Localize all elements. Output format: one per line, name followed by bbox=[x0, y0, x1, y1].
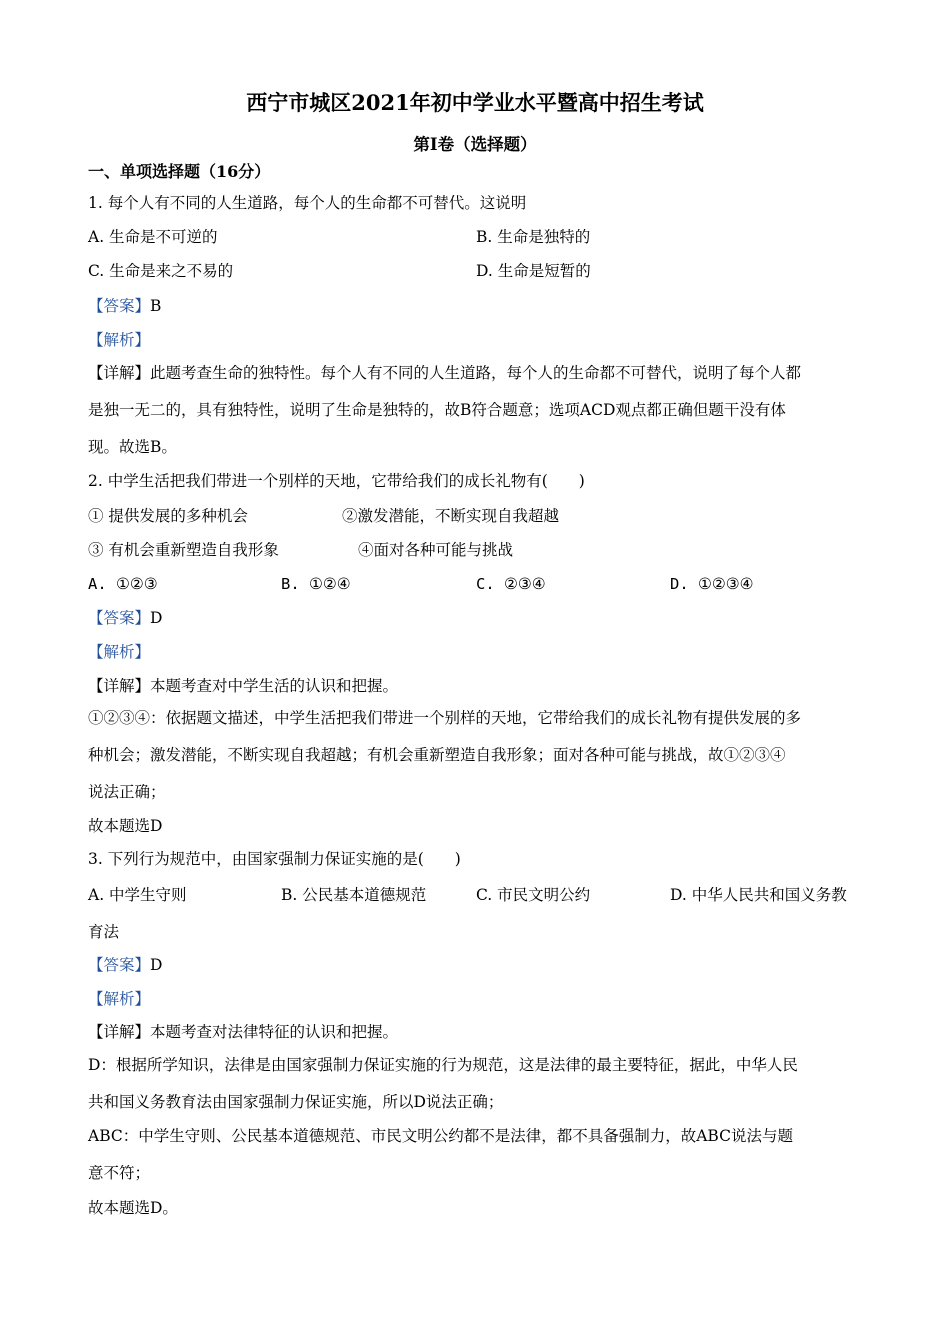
q3-option-d: D. 中华人民共和国义务教 bbox=[670, 886, 847, 904]
q2-answer bbox=[88, 608, 162, 628]
q2-answer-value: D bbox=[150, 609, 163, 627]
q2-item-3: ③ 有机会重新塑造自我形象 bbox=[88, 541, 279, 559]
answer-label: 【答案】 bbox=[88, 609, 151, 627]
q2-detail-line-2: 种机会；激发潜能，不断实现自我超越；有机会重新塑造自我形象；面对各种可能与挑战，故①②③④ bbox=[88, 746, 786, 764]
q2-item-2: ②激发潜能，不断实现自我超越 bbox=[342, 507, 560, 525]
q1-analysis bbox=[88, 330, 150, 350]
q1-answer bbox=[88, 296, 161, 316]
q2-analysis bbox=[88, 642, 150, 662]
q1-option-b: B. 生命是独特的 bbox=[476, 228, 591, 246]
q3-answer-value: D bbox=[150, 956, 163, 974]
page-title: 西宁市城区2021年初中学业水平暨高中招生考试 bbox=[246, 90, 704, 115]
q2-detail-line-1: ①②③④：依据题文描述，中学生活把我们带进一个别样的天地，它带给我们的成长礼物有提供发展的多 bbox=[88, 709, 802, 727]
analysis-label: 【解析】 bbox=[88, 990, 151, 1008]
q3-option-c: C. 市民文明公约 bbox=[476, 886, 591, 904]
q3-detail-intro: 【详解】本题考查对法律特征的认识和把握。 bbox=[88, 1023, 399, 1041]
answer-label: 【答案】 bbox=[88, 297, 151, 315]
q2-detail-line-4: 故本题选D bbox=[88, 817, 163, 835]
q1-detail-line-2: 是独一无二的，具有独特性，说明了生命是独特的，故B符合题意；选项ACD观点都正确但题干没有体 bbox=[88, 401, 786, 419]
q1-answer-value: B bbox=[150, 297, 162, 315]
detail-label: 【详解】 bbox=[88, 1023, 151, 1041]
q3-detail-line-5: 故本题选D。 bbox=[88, 1199, 178, 1217]
q2-stem: 2. 中学生活把我们带进一个别样的天地，它带给我们的成长礼物有( ) bbox=[88, 472, 585, 490]
q1-detail-line-3: 现。故选B。 bbox=[88, 438, 177, 456]
q3-detail-line-1: D：根据所学知识，法律是由国家强制力保证实施的行为规范，这是法律的最主要特征，据此，中华人民 bbox=[88, 1056, 798, 1074]
q3-analysis bbox=[88, 989, 150, 1009]
q3-detail-line-3: ABC：中学生守则、公民基本道德规范、市民文明公约都不是法律，都不具备强制力，故ABC说法与题 bbox=[88, 1127, 793, 1145]
q1-option-c: C. 生命是来之不易的 bbox=[88, 262, 234, 280]
detail-label: 【详解】 bbox=[88, 677, 151, 695]
q3-answer bbox=[88, 955, 162, 975]
q3-option-b: B. 公民基本道德规范 bbox=[281, 886, 427, 904]
q3-detail-line-2: 共和国义务教育法由国家强制力保证实施，所以D说法正确； bbox=[88, 1093, 504, 1111]
q1-detail-line-1: 【详解】此题考查生命的独特性。每个人有不同的人生道路，每个人的生命都不可替代，说明了每个人都 bbox=[88, 364, 802, 382]
q2-item-1: ① 提供发展的多种机会 bbox=[88, 507, 248, 525]
q2-detail-intro: 【详解】本题考查对中学生活的认识和把握。 bbox=[88, 677, 399, 695]
q3-option-d-wrap: 育法 bbox=[88, 923, 120, 941]
section-heading: 一、单项选择题（16分） bbox=[88, 162, 271, 181]
analysis-label: 【解析】 bbox=[88, 331, 151, 349]
q2-detail-line-3: 说法正确； bbox=[88, 783, 166, 801]
analysis-label: 【解析】 bbox=[88, 643, 151, 661]
detail-label: 【详解】 bbox=[88, 364, 151, 382]
q2-option-d: D. ①②③④ bbox=[670, 575, 754, 593]
q3-stem: 3. 下列行为规范中，由国家强制力保证实施的是( ) bbox=[88, 850, 461, 868]
q3-detail-line-4: 意不符； bbox=[88, 1164, 151, 1182]
q2-option-c: C. ②③④ bbox=[476, 575, 546, 593]
paper-subtitle: 第I卷（选择题） bbox=[413, 135, 537, 154]
q1-stem: 1. 每个人有不同的人生道路，每个人的生命都不可替代。这说明 bbox=[88, 194, 527, 212]
q1-option-a: A. 生命是不可逆的 bbox=[88, 228, 218, 246]
q2-option-b: B. ①②④ bbox=[281, 575, 351, 593]
q2-option-a: A. ①②③ bbox=[88, 575, 158, 593]
q3-option-a: A. 中学生守则 bbox=[88, 886, 187, 904]
q1-option-d: D. 生命是短暂的 bbox=[476, 262, 591, 280]
q2-item-4: ④面对各种可能与挑战 bbox=[358, 541, 514, 559]
answer-label: 【答案】 bbox=[88, 956, 151, 974]
